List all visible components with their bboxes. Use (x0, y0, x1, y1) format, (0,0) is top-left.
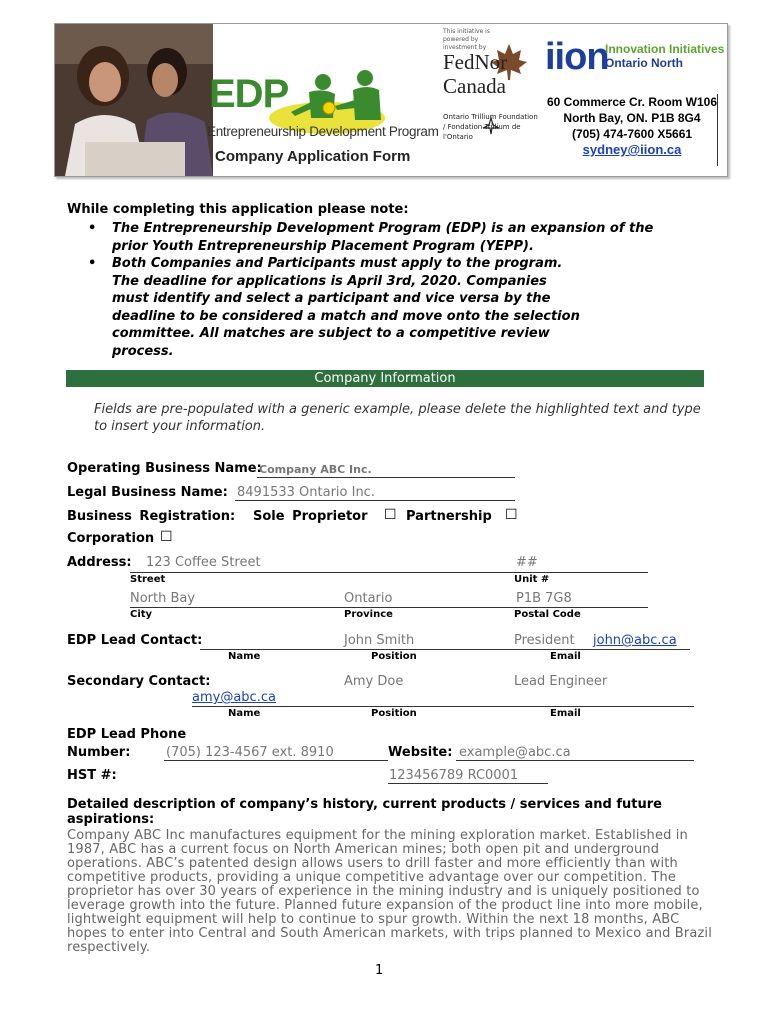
page-number: 1 (375, 963, 384, 978)
secondary-name-field[interactable]: Amy Doe (344, 674, 404, 689)
iion-name-line2: Ontario North (605, 56, 683, 70)
fields-note: Fields are pre-populated with a generic example, please delete the highlighted text and type to insert your information. (94, 402, 701, 434)
fednor-text: FedNor Canada (443, 50, 508, 98)
note-bullet-2: • Both Companies and Participants must apply to the program. The deadline for applications is April 3rd, 2020. Companies must identify and select a participant and vice versa by the deadline to be considered a match and move onto the selection committee. All matches are subject to a competitive review process. (88, 255, 582, 360)
hst-field[interactable]: 123456789 RC0001 (389, 768, 519, 783)
section-title-bar: Company Information (66, 370, 704, 387)
postal-caption: Postal Code (514, 609, 581, 620)
lead-email-caption: Email (550, 651, 581, 662)
underline (130, 607, 648, 608)
notes-list (88, 220, 708, 360)
underline (235, 500, 515, 501)
fednor-tagline: This initiative is powered by investment by (443, 28, 490, 51)
address-line2: North Bay, ON. P1B 8G4 (563, 111, 701, 125)
lead-name-field[interactable]: John Smith (344, 633, 415, 648)
letterhead (54, 23, 728, 177)
province-field[interactable]: Ontario (344, 591, 393, 606)
street-caption: Street (130, 574, 166, 585)
description-heading: Detailed description of company’s history, current products / services and future aspirations: (67, 797, 662, 827)
secondary-email-caption: Email (550, 708, 581, 719)
lead-name-caption: Name (228, 651, 261, 662)
website-field[interactable]: example@abc.ca (459, 745, 571, 760)
underline (164, 760, 388, 761)
unit-caption: Unit # (514, 574, 550, 585)
underline (130, 572, 648, 573)
underline (257, 477, 515, 478)
unit-field[interactable]: ## (516, 555, 538, 570)
secondary-position-field[interactable]: Lead Engineer (514, 674, 608, 689)
underline (456, 760, 694, 761)
postal-code-field[interactable]: P1B 7G8 (516, 591, 572, 606)
reg-corporation-checkbox[interactable]: ☐ (160, 529, 173, 545)
address-label: Address: (67, 555, 132, 570)
phone-field[interactable]: (705) 123-4567 ext. 8910 (166, 745, 334, 760)
notes-heading: While completing this application please note: (67, 202, 409, 217)
iion-name-line1: Innovation Initiatives (605, 42, 725, 56)
city-field[interactable]: North Bay (130, 591, 196, 606)
edp-logo-text: EDP (209, 72, 289, 116)
trillium-text: Ontario Trillium Foundation / Fondation Trillium de l'Ontario (443, 113, 538, 141)
secondary-email-field[interactable]: amy@abc.ca (192, 690, 276, 705)
reg-corporation-label: Corporation (67, 531, 155, 546)
description-field[interactable]: Company ABC Inc manufactures equipment for the mining exploration market. Established in 1987, ABC has a current focus on North American mines; both open pit and underground operations. ABC’s patented design allows users to drill faster and more efficiently than with competitive products, providing a unique competitive advantage over our competition. The proprietor has over 30 years of experience in the mining industry and is uniquely positioned to leverage growth into the future. Planned future expansion of the product line into more mobile, lightweight equipment will help to continue to spur growth. Within the next 18 months, ABC hopes to enter into Central and South American markets, with trips planned to Mexico and Brazil respectively. (67, 828, 712, 955)
lead-contact-label: EDP Lead Contact: (67, 633, 203, 648)
lead-position-caption: Position (371, 651, 417, 662)
underline (388, 783, 548, 784)
edp-logo-subtitle: Entrepreneurship Development Program (207, 124, 439, 139)
city-caption: City (130, 609, 153, 620)
iion-logo (543, 36, 723, 86)
contact-email-link[interactable]: sydney@iion.ca (582, 142, 682, 157)
address-line1: 60 Commerce Cr. Room W106 (546, 95, 718, 109)
legal-name-field[interactable]: 8491533 Ontario Inc. (237, 485, 375, 500)
phone-number: (705) 474-7600 X5661 (571, 127, 693, 141)
form-title: Company Application Form (215, 148, 411, 165)
secondary-name-caption: Name (228, 708, 261, 719)
reg-sole-checkbox[interactable]: ☐ (384, 507, 397, 523)
underline (192, 706, 694, 707)
lead-position-field[interactable]: President (514, 633, 575, 648)
phone-label-line1: EDP Lead Phone (67, 727, 187, 742)
street-field[interactable]: 123 Coffee Street (146, 555, 261, 570)
sponsor-logos (439, 24, 539, 174)
header-photo (55, 24, 213, 176)
iion-logo-text: iion (545, 36, 609, 78)
underline (200, 649, 690, 650)
reg-partnership-checkbox[interactable]: ☐ (505, 507, 518, 523)
secondary-contact-label: Secondary Contact: (67, 674, 211, 689)
website-label: Website: (388, 745, 453, 760)
lead-email-field[interactable]: john@abc.ca (593, 633, 677, 648)
registration-label: Business Registration: (67, 509, 236, 524)
reg-sole-label: Sole Proprietor (253, 509, 368, 524)
operating-name-field[interactable]: Company ABC Inc. (259, 463, 372, 476)
phone-label-line2: Number: (67, 745, 131, 760)
secondary-position-caption: Position (371, 708, 417, 719)
legal-name-label: Legal Business Name: (67, 485, 228, 500)
province-caption: Province (344, 609, 393, 620)
header-divider (717, 94, 718, 166)
reg-partnership-label: Partnership (406, 509, 492, 524)
hst-label: HST #: (67, 768, 117, 783)
operating-name-label: Operating Business Name: (67, 461, 262, 476)
note-bullet-1: • The Entrepreneurship Development Program (EDP) is an expansion of the prior Youth Entrepreneurship Placement Program (YEPP). (88, 220, 672, 255)
contact-address (539, 94, 725, 158)
